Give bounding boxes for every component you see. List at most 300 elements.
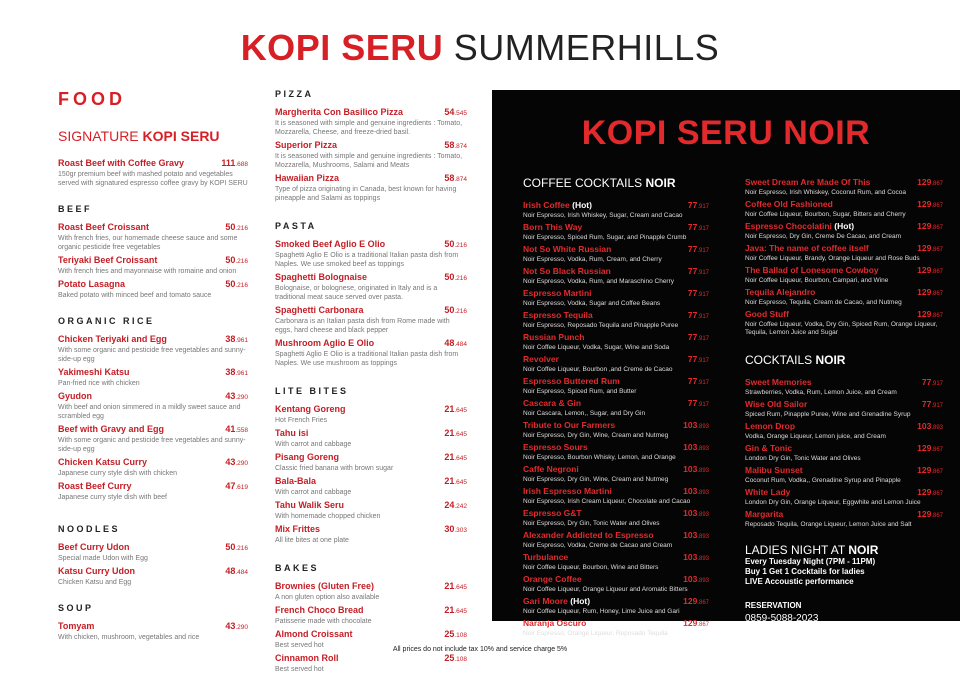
- price-main: 129: [917, 465, 932, 475]
- drink-item: [745, 487, 943, 507]
- drink-row: [745, 487, 943, 499]
- price-fraction: .893: [697, 468, 709, 474]
- drink-name: White Lady: [745, 487, 791, 497]
- price-main: 129: [683, 596, 698, 606]
- drink-name: Margarita: [745, 509, 784, 519]
- menu-item-row: [275, 524, 467, 536]
- menu-item-name: French Choco Bread: [275, 605, 364, 615]
- menu-item-price: [444, 653, 467, 665]
- price-main: 43: [225, 621, 236, 631]
- drink-item: [745, 443, 943, 463]
- drink-price: [688, 288, 709, 300]
- drink-item: [523, 398, 709, 418]
- drink-name: Java: The name of coffee itself: [745, 243, 869, 253]
- menu-item: [58, 222, 248, 252]
- price-main: 103: [917, 421, 932, 431]
- drink-name-wrap: [523, 420, 615, 432]
- drink-row: [523, 420, 709, 432]
- price-main: 38: [225, 334, 236, 344]
- drink-price: [917, 487, 943, 499]
- price-fraction: .867: [697, 600, 709, 606]
- drink-item: [523, 244, 709, 264]
- drink-row: [523, 288, 709, 300]
- drink-price: [688, 310, 709, 322]
- drink-name: Espresso Chocolatini: [745, 221, 832, 231]
- drink-name: Coffee Old Fashioned: [745, 199, 833, 209]
- price-fraction: .867: [931, 291, 943, 297]
- drink-row: [745, 287, 943, 299]
- price-main: 50: [225, 222, 236, 232]
- drink-desc: Noir Coffee Liqueur, Bourbon ,and Creme de Cacao: [523, 366, 673, 373]
- drink-desc: Noir Coffee Liqueur, Rum, Honey, Lime Juice and Gari: [523, 608, 680, 615]
- drink-row: [523, 508, 709, 520]
- menu-item-row: [275, 428, 467, 440]
- section-organic-rice: ORGANIC RICE: [58, 316, 155, 326]
- drink-price: [683, 420, 709, 432]
- drink-desc: Noir Coffee Liqueur, Bourbon, Wine and Bitters: [523, 564, 659, 571]
- drink-row: [523, 486, 709, 498]
- drink-name-wrap: [523, 244, 611, 256]
- price-fraction: .867: [931, 313, 943, 319]
- menu-item-name: Pisang Goreng: [275, 452, 340, 462]
- drink-price: [917, 265, 943, 277]
- ladies-night-heading: [745, 543, 943, 557]
- menu-item-name: Almond Croissant: [275, 629, 353, 639]
- menu-item-name: Spaghetti Carbonara: [275, 305, 364, 315]
- price-fraction: .893: [697, 534, 709, 540]
- drink-desc: Noir Espresso, Vodka, Creme de Cacao and Cream: [523, 542, 673, 549]
- drink-name: Russian Punch: [523, 332, 585, 342]
- drink-row: [745, 399, 943, 411]
- menu-item-desc: Bolognaise, or bolognese, originated in Italy and is a traditional meat sauce served over pasta.: [275, 285, 438, 301]
- section-bakes: BAKES: [275, 563, 320, 573]
- price-fraction: .893: [697, 446, 709, 452]
- menu-item-desc: It is seasoned with simple and genuine ingredients : Tomato, Mozzarella, Cheese, and freeze-dried basil.: [275, 120, 463, 136]
- drink-price: [683, 618, 709, 630]
- price-fraction: .867: [931, 513, 943, 519]
- coffee-cocktails-list: [523, 200, 709, 638]
- menu-item-row: [275, 338, 467, 350]
- menu-item: [58, 158, 248, 188]
- menu-item-name: Potato Lasagna: [58, 279, 126, 289]
- drink-item: [745, 243, 943, 263]
- price-fraction: .874: [454, 176, 467, 183]
- price-fraction: .867: [931, 469, 943, 475]
- price-main: 21: [444, 404, 455, 414]
- price-main: 21: [444, 605, 455, 615]
- price-fraction: .893: [931, 425, 943, 431]
- menu-item-price: [444, 272, 467, 284]
- menu-item: [58, 391, 248, 421]
- price-main: 24: [444, 500, 455, 510]
- menu-item-desc: Japanese curry style dish with chicken: [58, 470, 178, 477]
- drink-desc: Noir Espresso, Bourbon Whisky, Lemon, and Orange: [523, 454, 676, 461]
- menu-item-desc: All lite bites at one plate: [275, 537, 349, 544]
- menu-item: [275, 500, 467, 521]
- menu-item-name: Spaghetti Bolognaise: [275, 272, 368, 282]
- price-main: 48: [225, 566, 236, 576]
- more-noir-list: [745, 177, 943, 337]
- price-main: 103: [683, 530, 698, 540]
- price-fraction: .645: [454, 431, 467, 438]
- price-main: 103: [683, 420, 698, 430]
- menu-item: [58, 424, 248, 454]
- noodles-list: [58, 542, 248, 587]
- drink-item: [523, 200, 709, 220]
- section-pizza: PIZZA: [275, 89, 314, 99]
- price-fraction: .645: [454, 407, 467, 414]
- price-fraction: .645: [454, 584, 467, 591]
- drink-desc: Coconut Rum, Vodka,, Grenadine Syrup and Pinapple: [745, 477, 901, 484]
- menu-item-row: [275, 605, 467, 617]
- drink-name-wrap: [523, 200, 592, 212]
- footer-note: All prices do not include tax 10% and service charge 5%: [392, 646, 568, 653]
- drink-name: Naranja Oscuro: [523, 618, 587, 628]
- drink-desc: Noir Espresso, Dry Gin, Creme De Cacao, and Cream: [745, 233, 902, 240]
- drink-name: Born This Way: [523, 222, 583, 232]
- drink-name-wrap: [523, 618, 586, 630]
- ladies-line: Buy 1 Get 1 Cocktails for ladies: [745, 567, 865, 576]
- drink-row: [745, 443, 943, 455]
- drink-name: Gin & Tonic: [745, 443, 793, 453]
- drink-name: Not So White Russian: [523, 244, 612, 254]
- drink-price: [683, 552, 709, 564]
- menu-item-row: [58, 222, 248, 234]
- menu-item-desc: Patisserie made with chocolate: [275, 618, 372, 625]
- price-main: 21: [444, 428, 455, 438]
- price-main: 77: [687, 288, 698, 298]
- drink-item: [523, 310, 709, 330]
- drink-name-wrap: [523, 376, 620, 388]
- menu-item-price: [444, 452, 467, 464]
- menu-item-name: Teriyaki Beef Croissant: [58, 255, 158, 265]
- price-fraction: .619: [235, 484, 248, 491]
- menu-item-desc: Spaghetti Aglio E Olio is a traditional Italian pasta dish from Naples. We use mushroom as toppings: [275, 351, 459, 367]
- menu-item-price: [444, 524, 467, 536]
- signature-list: [58, 158, 248, 188]
- price-main: 38: [225, 367, 236, 377]
- food-column: [58, 89, 248, 645]
- price-main: 77: [921, 377, 932, 387]
- menu-item-name: Cinnamon Roll: [275, 653, 339, 663]
- menu-item-price: [444, 605, 467, 617]
- menu-item-desc: Baked potato with minced beef and tomato sauce: [58, 292, 212, 299]
- price-main: 50: [225, 255, 236, 265]
- menu-item: [275, 605, 467, 626]
- menu-item-row: [275, 272, 467, 284]
- drink-desc: Noir Espresso, Irish Whiskey, Sugar, Cream and Cacao: [523, 212, 683, 219]
- price-fraction: .874: [454, 143, 467, 150]
- drink-row: [745, 199, 943, 211]
- drink-item: [523, 618, 709, 638]
- drink-name: Sweet Memories: [745, 377, 812, 387]
- price-fraction: .242: [454, 503, 467, 510]
- bakes-list: [275, 581, 467, 674]
- price-main: 103: [683, 442, 698, 452]
- price-main: 58: [444, 140, 455, 150]
- drink-name: Turbulance: [523, 552, 569, 562]
- drink-row: [523, 464, 709, 476]
- drink-name-wrap: [745, 465, 803, 477]
- drink-name-wrap: [523, 552, 568, 564]
- menu-item: [58, 457, 248, 478]
- drink-tag: (Hot): [572, 200, 592, 210]
- drink-row: [523, 596, 709, 608]
- menu-item-desc: Best served hot: [275, 666, 324, 673]
- price-main: 58: [444, 173, 455, 183]
- drink-item: [745, 221, 943, 241]
- drink-desc: London Dry Gin, Orange Liqueur, Eggwhite and Lemon Juice: [745, 499, 921, 506]
- price-fraction: .216: [454, 308, 467, 315]
- price-main: 77: [687, 354, 698, 364]
- drink-item: [745, 509, 943, 529]
- drink-name: Gari Moore: [523, 596, 568, 606]
- drink-name-wrap: [523, 596, 590, 608]
- menu-item-name: Tomyam: [58, 621, 95, 631]
- price-fraction: .961: [235, 337, 248, 344]
- drink-desc: Noir Espresso, Tequila, Cream de Cacao, and Nutmeg: [745, 299, 902, 306]
- drink-row: [523, 354, 709, 366]
- price-main: 50: [225, 279, 236, 289]
- menu-item: [275, 581, 467, 602]
- price-main: 21: [444, 452, 455, 462]
- menu-item-row: [58, 457, 248, 469]
- drink-price: [917, 199, 943, 211]
- price-fraction: .290: [235, 624, 248, 631]
- drink-name: Revolver: [523, 354, 559, 364]
- drink-name-wrap: [745, 243, 869, 255]
- price-main: 129: [917, 265, 932, 275]
- drink-name-wrap: [523, 464, 579, 476]
- drink-name: Sweet Dream Are Made Of This: [745, 177, 871, 187]
- section-noodles: NOODLES: [58, 524, 121, 534]
- menu-item-price: [225, 457, 248, 469]
- drink-desc: Noir Espresso, Dry Gin, Tonic Water and Olives: [523, 520, 660, 527]
- menu-item-row: [58, 542, 248, 554]
- menu-item-row: [275, 476, 467, 488]
- reservation-phone[interactable]: 0859-5088-2023: [745, 613, 819, 624]
- drink-name-wrap: [523, 398, 581, 410]
- menu-item-price: [225, 279, 248, 291]
- beef-list: [58, 222, 248, 300]
- price-fraction: .645: [454, 608, 467, 615]
- menu-item-desc: Chicken Katsu and Egg: [58, 579, 132, 586]
- drink-price: [917, 177, 943, 189]
- menu-item-name: Yakimeshi Katsu: [58, 367, 130, 377]
- menu-item: [275, 452, 467, 473]
- menu-item-row: [275, 173, 467, 185]
- drink-desc: Noir Espresso, Vodka, Rum, Cream, and Cherry: [523, 256, 662, 263]
- middle-column: [275, 89, 467, 677]
- price-main: 103: [683, 508, 698, 518]
- menu-item-price: [221, 158, 248, 170]
- menu-item: [58, 279, 248, 300]
- menu-item-row: [58, 334, 248, 346]
- menu-item-desc: With homemade chopped chicken: [275, 513, 381, 520]
- drink-desc: Vodka, Orange Liqueur, Lemon juice, and Cream: [745, 433, 886, 440]
- drink-name-wrap: [745, 177, 870, 189]
- drink-item: [523, 596, 709, 616]
- drink-price: [683, 486, 709, 498]
- noir-left-column: [523, 176, 709, 640]
- drink-price: [683, 508, 709, 520]
- drink-row: [745, 377, 943, 389]
- noir-right-column: [745, 177, 943, 624]
- menu-item: [275, 524, 467, 545]
- drink-price: [688, 200, 709, 212]
- menu-item-name: Smoked Beef Aglio E Olio: [275, 239, 386, 249]
- price-main: 103: [683, 486, 698, 496]
- coffee-cocktails-suffix: NOIR: [645, 176, 676, 190]
- menu-item-row: [58, 621, 248, 633]
- price-main: 129: [917, 443, 932, 453]
- price-main: 25: [444, 653, 455, 663]
- price-fraction: .216: [235, 258, 248, 265]
- menu-item: [58, 481, 248, 502]
- menu-item-price: [444, 500, 467, 512]
- price-main: 77: [921, 399, 932, 409]
- menu-item: [275, 173, 467, 203]
- price-main: 77: [687, 200, 698, 210]
- drink-row: [523, 574, 709, 586]
- drink-price: [922, 377, 943, 389]
- section-lite-bites: LITE BITES: [275, 386, 349, 396]
- price-fraction: .867: [931, 269, 943, 275]
- menu-item-desc: Classic fried banana with brown sugar: [275, 465, 394, 472]
- drink-item: [745, 287, 943, 307]
- menu-item-name: Katsu Curry Udon: [58, 566, 136, 576]
- price-main: 129: [917, 509, 932, 519]
- drink-name-wrap: [523, 288, 592, 300]
- menu-item-price: [225, 391, 248, 403]
- menu-item-price: [225, 566, 248, 578]
- drink-row: [523, 310, 709, 322]
- menu-item-name: Brownies (Gluten Free): [275, 581, 375, 591]
- drink-name-wrap: [745, 509, 783, 521]
- price-main: 129: [917, 221, 932, 231]
- price-fraction: .867: [931, 247, 943, 253]
- price-fraction: .545: [454, 110, 467, 117]
- price-main: 129: [683, 618, 698, 628]
- price-fraction: .867: [931, 181, 943, 187]
- menu-item-price: [444, 239, 467, 251]
- price-main: 103: [683, 464, 698, 474]
- price-main: 77: [687, 222, 698, 232]
- drink-name: Orange Coffee: [523, 574, 582, 584]
- soup-list: [58, 621, 248, 642]
- menu-item-price: [225, 542, 248, 554]
- menu-item: [58, 566, 248, 587]
- menu-item: [275, 239, 467, 269]
- menu-item-row: [58, 367, 248, 379]
- menu-item: [275, 107, 467, 137]
- menu-item-name: Chicken Katsu Curry: [58, 457, 148, 467]
- drink-name-wrap: [523, 332, 584, 344]
- drink-name: Espresso Tequila: [523, 310, 593, 320]
- price-main: 50: [444, 305, 455, 315]
- drink-item: [523, 222, 709, 242]
- menu-item-desc: Special made Udon with Egg: [58, 555, 148, 562]
- menu-item-row: [275, 653, 467, 665]
- drink-name-wrap: [745, 309, 789, 321]
- menu-item-name: Beef with Gravy and Egg: [58, 424, 165, 434]
- price-fraction: .108: [454, 632, 467, 639]
- drink-desc: Noir Coffee Liqueur, Vodka, Dry Gin, Spiced Rum, Orange Liqueur, Tequila, Lemon Juice and Sugar: [745, 321, 938, 336]
- price-main: 103: [683, 574, 698, 584]
- price-main: 21: [444, 476, 455, 486]
- price-main: 111: [221, 158, 236, 168]
- price-fraction: .484: [235, 569, 248, 576]
- price-main: 50: [444, 239, 455, 249]
- drink-price: [917, 443, 943, 455]
- menu-item-name: Roast Beef Croissant: [58, 222, 150, 232]
- price-main: 77: [687, 310, 698, 320]
- drink-desc: Noir Coffee Liqueur, Bourbon, Campari, and Wine: [745, 277, 889, 284]
- drink-desc: Noir Espresso, Vodka, Rum, and Maraschino Cherry: [523, 278, 675, 285]
- drink-price: [922, 399, 943, 411]
- drink-name: Tequila Alejandro: [745, 287, 816, 297]
- drink-name: Espresso G&T: [523, 508, 582, 518]
- menu-item: [275, 476, 467, 497]
- price-main: 129: [917, 287, 932, 297]
- food-heading: FOOD: [58, 89, 126, 109]
- menu-item: [58, 542, 248, 563]
- menu-item-desc: With french fries, our homemade cheese sauce and some organic pesticide free vegetables: [58, 235, 238, 251]
- drink-name: Alexander Addicted to Espresso: [523, 530, 654, 540]
- drink-row: [745, 243, 943, 255]
- menu-item-desc: It is seasoned with simple and genuine ingredients : Tomato, Mozzarella, Mushrooms, Salami and Meats: [275, 153, 463, 169]
- menu-item-price: [444, 476, 467, 488]
- menu-item-name: Mushroom Aglio E Olio: [275, 338, 375, 348]
- drink-row: [523, 398, 709, 410]
- price-fraction: .688: [235, 161, 248, 168]
- price-fraction: .867: [931, 203, 943, 209]
- price-main: 48: [444, 338, 455, 348]
- signature-brand: KOPI SERU: [142, 128, 220, 144]
- drink-row: [745, 265, 943, 277]
- menu-item-row: [275, 581, 467, 593]
- drink-name-wrap: [523, 222, 582, 234]
- menu-item-price: [444, 581, 467, 593]
- drink-item: [523, 376, 709, 396]
- menu-item-desc: Best served hot: [275, 642, 324, 649]
- menu-item-row: [275, 239, 467, 251]
- drink-item: [523, 464, 709, 484]
- price-main: 30: [444, 524, 455, 534]
- drink-price: [917, 465, 943, 477]
- price-fraction: .558: [235, 427, 248, 434]
- menu-item: [58, 367, 248, 388]
- price-fraction: .867: [697, 622, 709, 628]
- drink-item: [523, 266, 709, 286]
- drink-row: [523, 200, 709, 212]
- menu-item-desc: With carrot and cabbage: [275, 441, 352, 448]
- drink-row: [523, 376, 709, 388]
- drink-name-wrap: [523, 266, 611, 278]
- drink-price: [917, 287, 943, 299]
- drink-desc: Strawberries, Vodka, Rum, Lemon Juice, and Cream: [745, 389, 897, 396]
- menu-item-desc: With carrot and cabbage: [275, 489, 352, 496]
- menu-item: [275, 140, 467, 170]
- menu-item-desc: Type of pizza originating in Canada, best known for having pineapple and Salami as toppings: [275, 186, 457, 202]
- drink-name-wrap: [745, 265, 879, 277]
- pizza-list: [275, 107, 467, 203]
- menu-item: [275, 653, 467, 674]
- menu-item-row: [58, 391, 248, 403]
- menu-item-price: [444, 107, 467, 119]
- drink-name: The Ballad of Lonesome Cowboy: [745, 265, 879, 275]
- signature-prefix: SIGNATURE: [58, 128, 139, 144]
